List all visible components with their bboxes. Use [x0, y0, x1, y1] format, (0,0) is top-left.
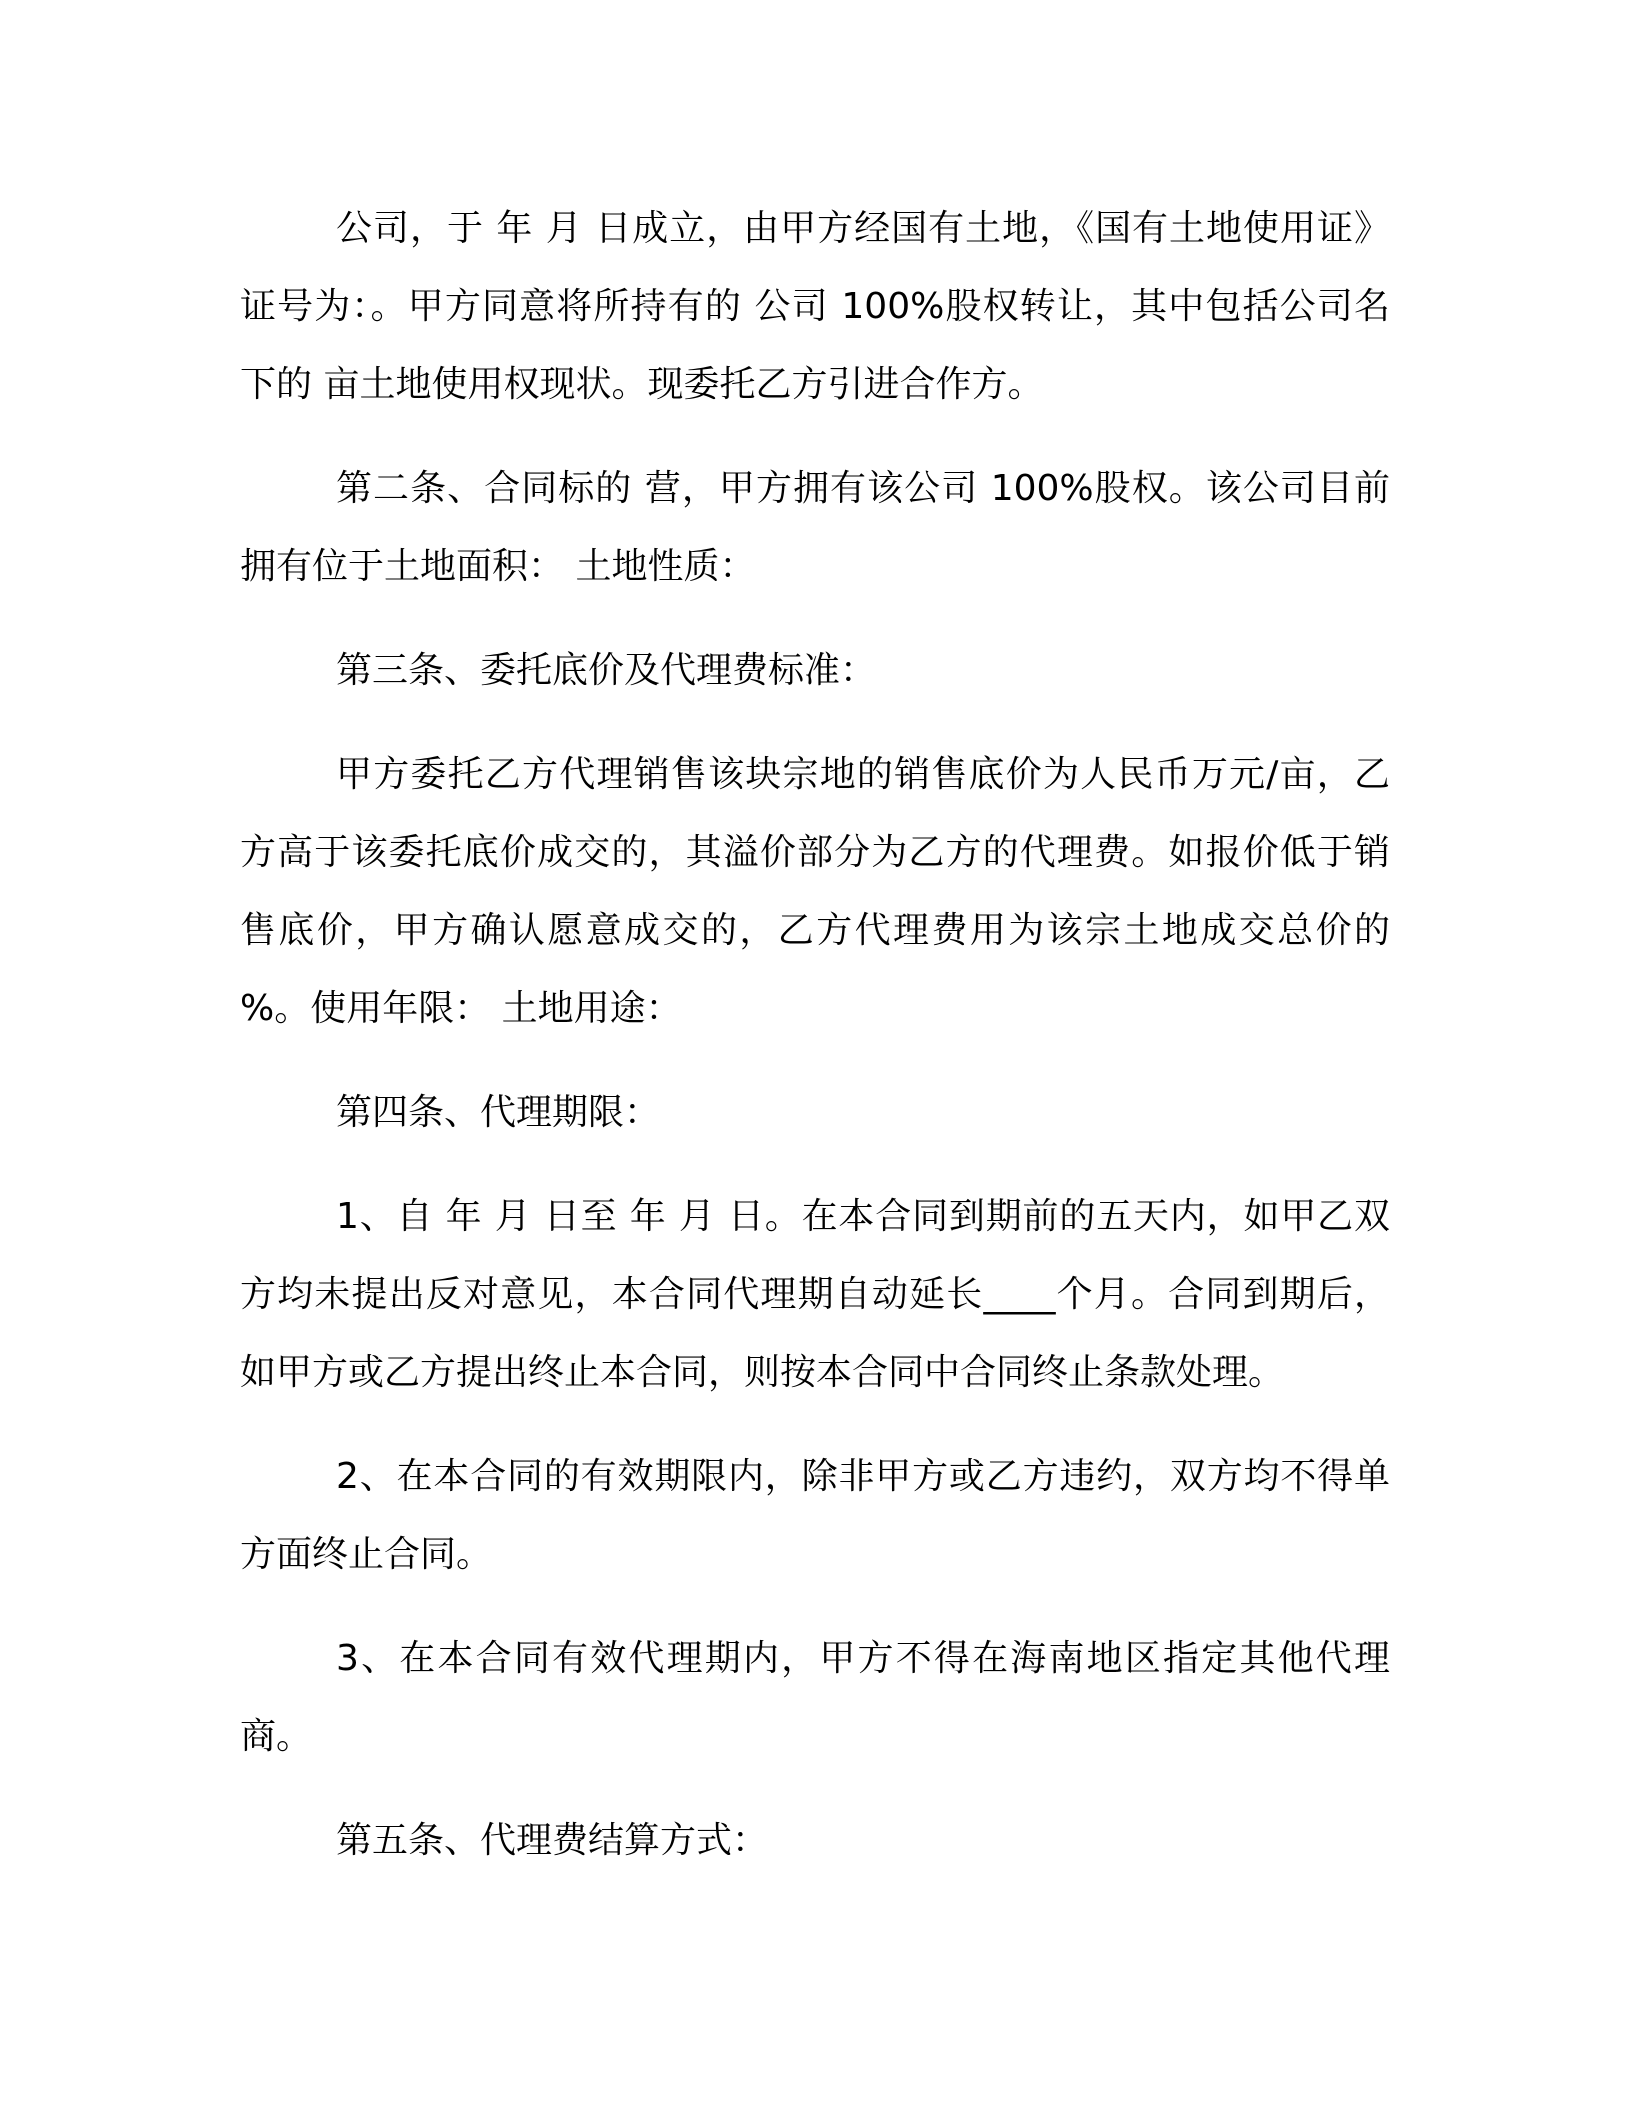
heading-article-5: 第五条、代理费结算方式：: [336, 1820, 769, 1861]
paragraph-term-1: 1、自 年 月 日至 年 月 日。在本合同到期前的五天内，如甲乙双方均未提出反对意见，本合同代理期自动延长____个月。合同到期后，如甲方或乙方提出终止本合同，则按本合同中合同终止条款处理。: [240, 1196, 1390, 1393]
paragraph-company-intro: 公司，于 年 月 日成立，由甲方经国有土地，《国有土地使用证》证号为：。甲方同意将所持有的 公司 100%股权转让，其中包括公司名下的 亩土地使用权现状。现委托乙方引进合作方。: [240, 208, 1390, 405]
document-body: [240, 190, 1390, 1906]
paragraph-term-3: 3、在本合同有效代理期内，甲方不得在海南地区指定其他代理商。: [240, 1638, 1390, 1757]
paragraph-term-2: 2、在本合同的有效期限内，除非甲方或乙方违约，双方均不得单方面终止合同。: [240, 1456, 1390, 1575]
heading-article-4: 第四条、代理期限：: [336, 1092, 661, 1133]
heading-article-3: 第三条、委托底价及代理费标准：: [336, 650, 877, 691]
paragraph-article-2: 第二条、合同标的 营，甲方拥有该公司 100%股权。该公司目前拥有位于土地面积： 土地性质：: [240, 468, 1390, 587]
paragraph-reserve-price: 甲方委托乙方代理销售该块宗地的销售底价为人民币万元/亩，乙方高于该委托底价成交的，其溢价部分为乙方的代理费。如报价低于销售底价，甲方确认愿意成交的，乙方代理费用为该宗土地成交总价的 %。使用年限： 土地用途：: [240, 754, 1390, 1029]
